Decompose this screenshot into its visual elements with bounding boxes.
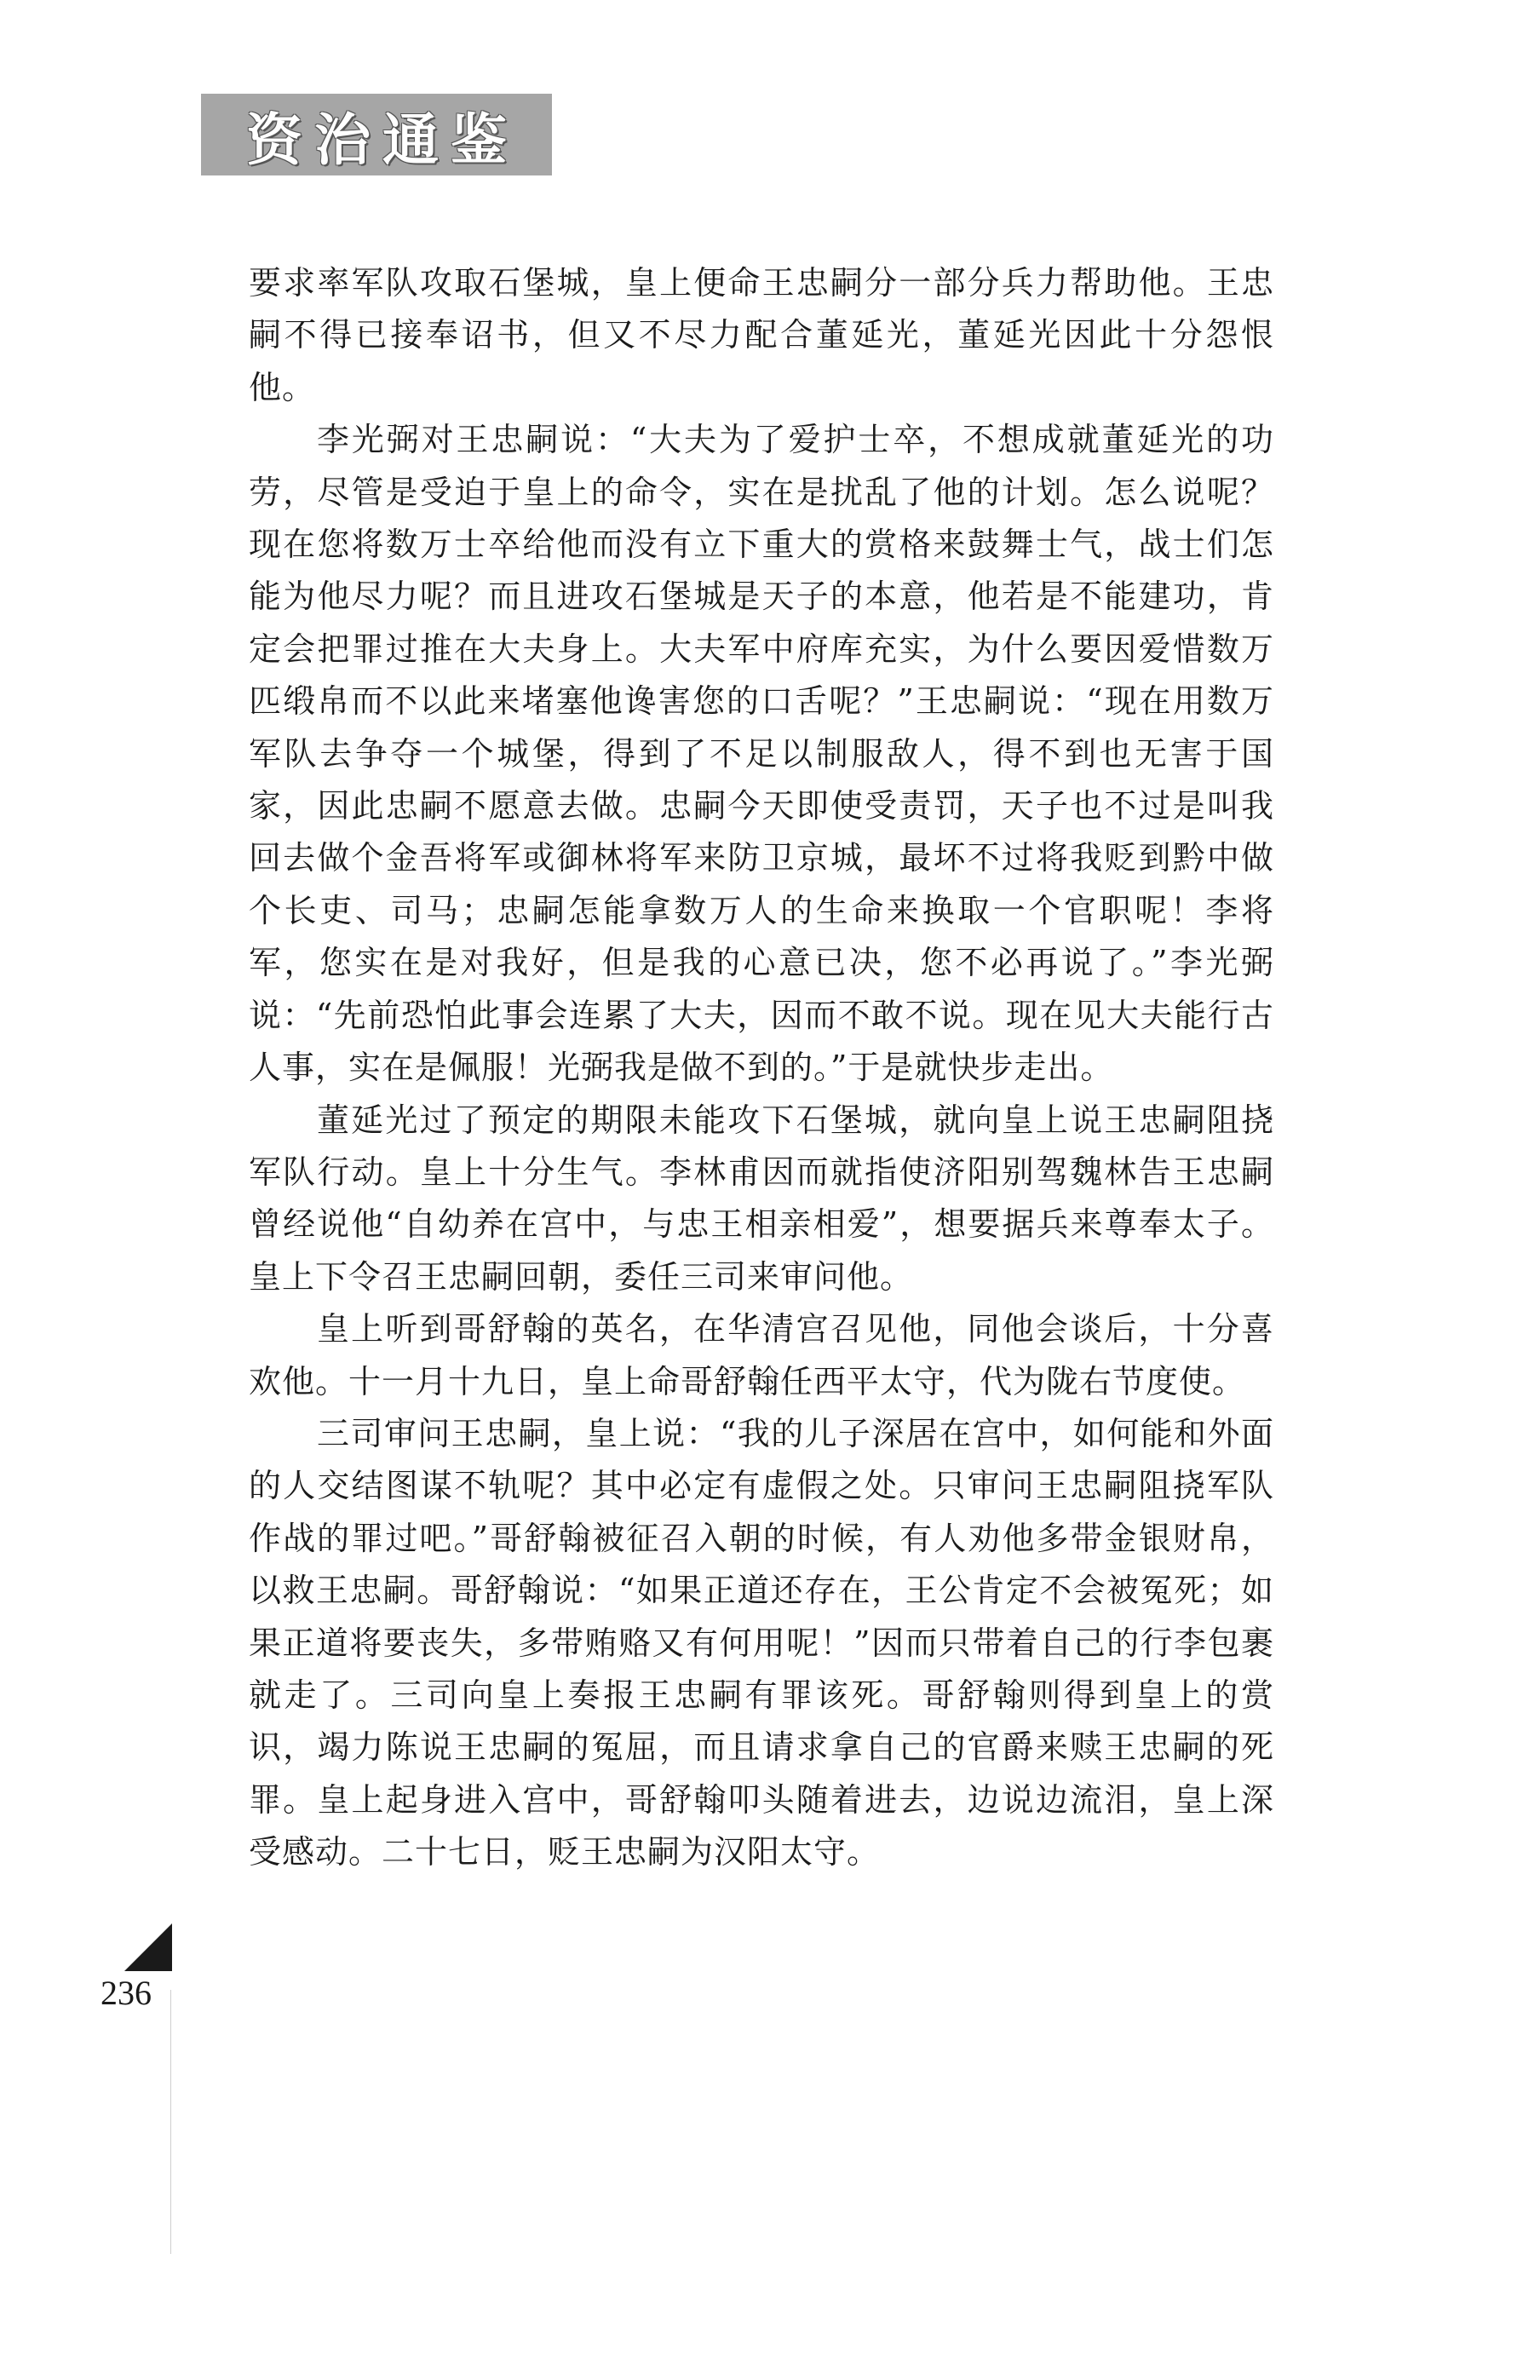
book-title: 资治通鉴 <box>246 106 519 173</box>
paragraph: 皇上听到哥舒翰的英名，在华清宫召见他，同他会谈后，十分喜欢他。十一月十九日，皇上命哥舒翰任西平太守，代为陇右节度使。 <box>249 1310 1274 1400</box>
paragraph: 要求率军队攻取石堡城，皇上便命王忠嗣分一部分兵力帮助他。王忠嗣不得已接奉诏书，但又不尽力配合董延光，董延光因此十分怨恨他。 <box>249 264 1274 406</box>
paragraph: 董延光过了预定的期限未能攻下石堡城，就向皇上说王忠嗣阻挠军队行动。皇上十分生气。李林甫因而就指使济阳别驾魏林告王忠嗣曾经说他“自幼养在宫中，与忠王相亲相爱”，想要据兵来尊奉太子。皇上下令召王忠嗣回朝，委任三司来审问他。 <box>249 1101 1274 1296</box>
paragraph: 三司审问王忠嗣，皇上说：“我的儿子深居在宫中，如何能和外面的人交结图谋不轨呢？其中必定有虚假之处。只审问王忠嗣阻挠军队作战的罪过吧。”哥舒翰被征召入朝的时候，有人劝他多带金银财帛，以救王忠嗣。哥舒翰说：“如果正道还存在，王公肯定不会被冤死；如果正道将要丧失，多带贿赂又有何用呢！”因而只带着自己的行李包裹就走了。三司向皇上奏报王忠嗣有罪该死。哥舒翰则得到皇上的赏识，竭力陈说王忠嗣的冤屈，而且请求拿自己的官爵来赎王忠嗣的死罪。皇上起身进入宫中，哥舒翰叩头随着进去，边说边流泪，皇上深受感动。二十七日，贬王忠嗣为汉阳太守。 <box>249 1414 1274 1871</box>
body-text <box>249 257 1274 1879</box>
margin-rule-line <box>170 1990 171 2254</box>
paragraph: 李光弼对王忠嗣说：“大夫为了爱护士卒，不想成就董延光的功劳，尽管是受迫于皇上的命令，实在是扰乱了他的计划。怎么说呢？现在您将数万士卒给他而没有立下重大的赏格来鼓舞士气，战士们怎能为他尽力呢？而且进攻石堡城是天子的本意，他若是不能建功，肯定会把罪过推在大夫身上。大夫军中府库充实，为什么要因爱惜数万匹缎帛而不以此来堵塞他谗害您的口舌呢？”王忠嗣说：“现在用数万军队去争夺一个城堡，得到了不足以制服敌人，得不到也无害于国家，因此忠嗣不愿意去做。忠嗣今天即使受责罚，天子也不过是叫我回去做个金吾将军或御林将军来防卫京城，最坏不过将我贬到黔中做个长吏、司马；忠嗣怎能拿数万人的生命来换取一个官职呢！李将军，您实在是对我好，但是我的心意已决，您不必再说了。”李光弼说：“先前恐怕此事会连累了大夫，因而不敢不说。现在见大夫能行古人事，实在是佩服！光弼我是做不到的。”于是就快步走出。 <box>249 421 1274 1087</box>
book-title-banner <box>201 94 552 175</box>
page-corner-triangle-decoration <box>124 1923 172 1971</box>
page-number: 236 <box>101 1974 152 2012</box>
